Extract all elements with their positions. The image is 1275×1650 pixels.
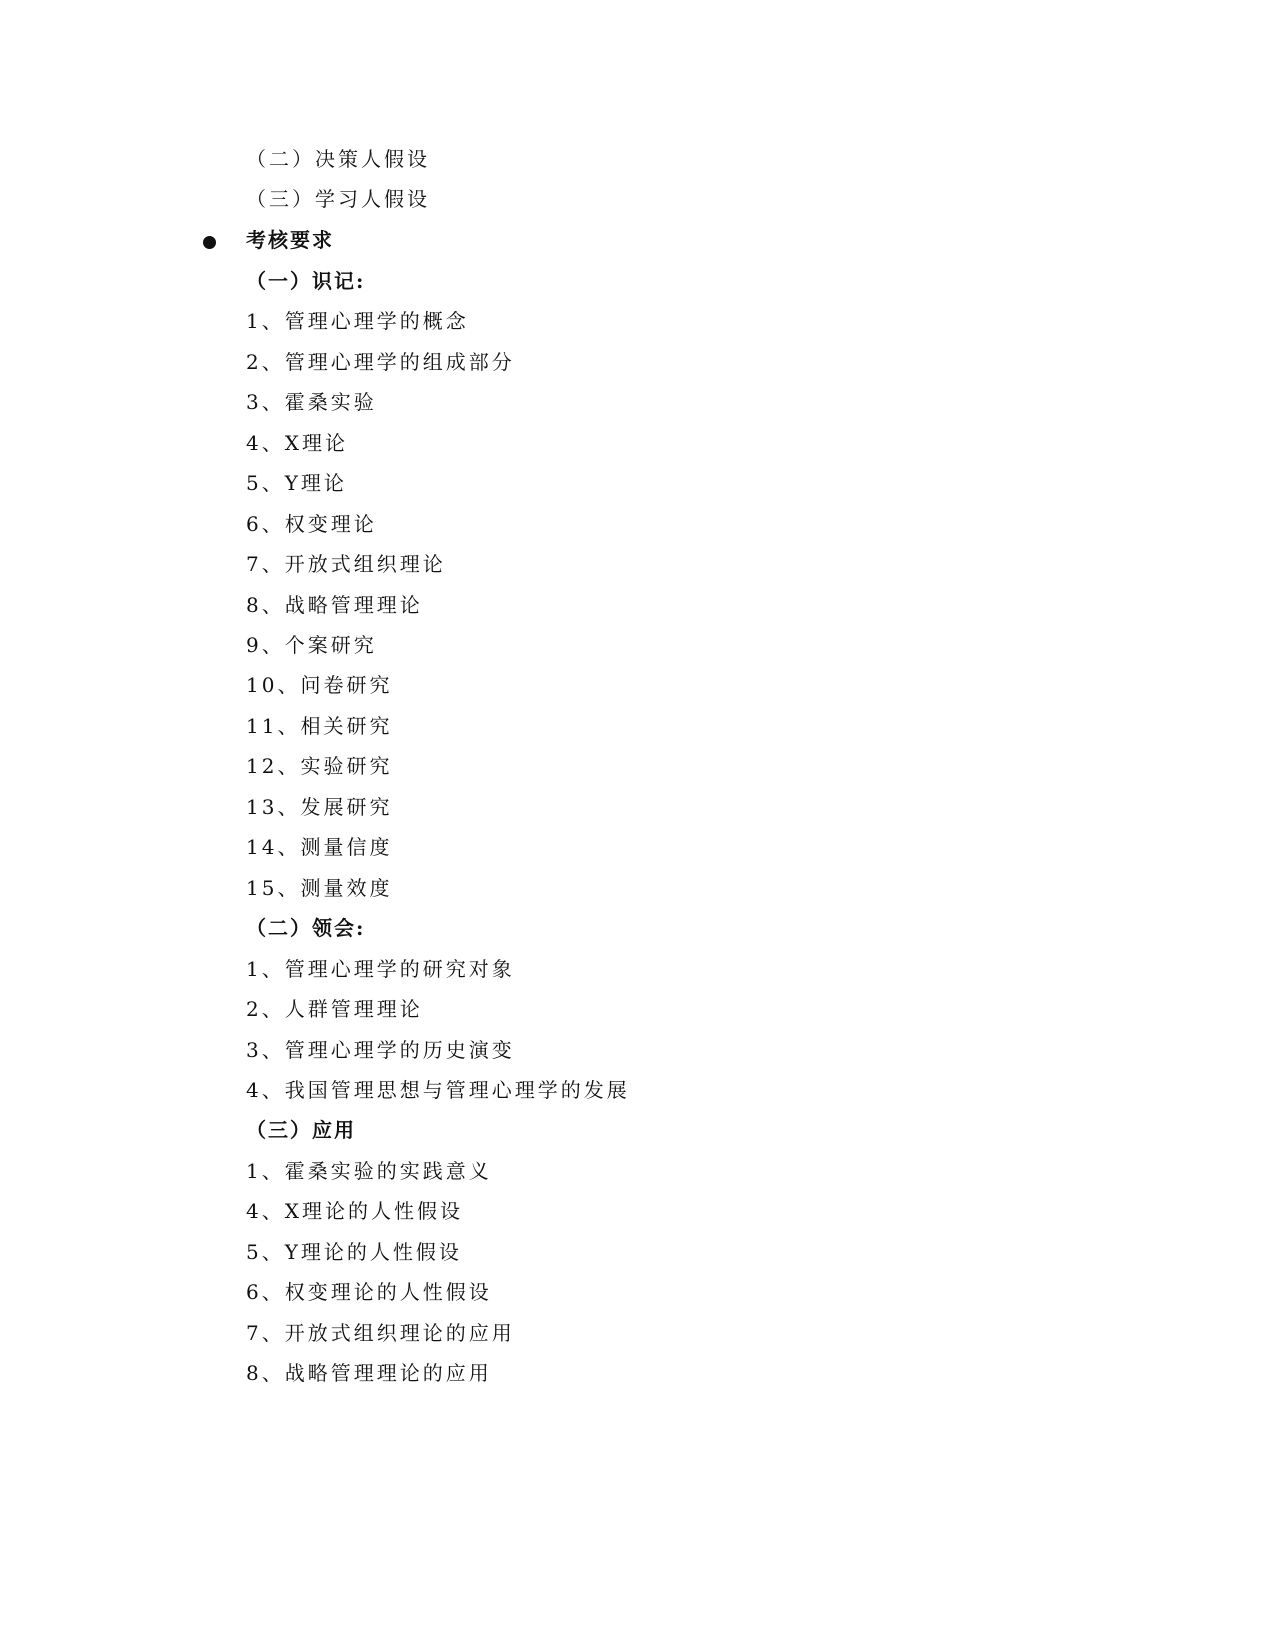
list-item: 12、实验研究	[246, 754, 393, 778]
list-item: 14、测量信度	[246, 835, 393, 859]
list-item: 10、问卷研究	[246, 673, 393, 697]
list-item: 5、Y理论的人性假设	[246, 1240, 462, 1264]
list-item: 1、管理心理学的研究对象	[246, 957, 515, 981]
list-item: 15、测量效度	[246, 876, 393, 900]
list-item: 9、个案研究	[246, 633, 377, 657]
list-item: 7、开放式组织理论的应用	[246, 1321, 515, 1345]
subsection-heading-memorize: （一）识记:	[246, 269, 366, 293]
subsection-heading-comprehend: （二）领会:	[246, 916, 366, 940]
list-item: 1、管理心理学的概念	[246, 309, 469, 333]
list-item: 8、战略管理理论	[246, 593, 423, 617]
bullet-icon	[203, 236, 216, 249]
list-item: 6、权变理论的人性假设	[246, 1280, 492, 1304]
list-item: （二）决策人假设	[246, 147, 430, 171]
list-item: 3、霍桑实验	[246, 390, 377, 414]
list-item: 8、战略管理理论的应用	[246, 1361, 492, 1385]
list-item: 5、Y理论	[246, 471, 347, 495]
list-item: 7、开放式组织理论	[246, 552, 446, 576]
list-item: 1、霍桑实验的实践意义	[246, 1159, 492, 1183]
list-item: 4、X理论	[246, 431, 348, 455]
section-title: 考核要求	[246, 228, 334, 252]
list-item: 3、管理心理学的历史演变	[246, 1038, 515, 1062]
list-item: （三）学习人假设	[246, 187, 430, 211]
list-item: 11、相关研究	[246, 714, 393, 738]
list-item: 4、我国管理思想与管理心理学的发展	[246, 1078, 630, 1102]
subsection-heading-apply: （三）应用	[246, 1118, 356, 1142]
list-item: 2、人群管理理论	[246, 997, 423, 1021]
list-item: 13、发展研究	[246, 795, 393, 819]
list-item: 4、X理论的人性假设	[246, 1199, 463, 1223]
list-item: 2、管理心理学的组成部分	[246, 350, 515, 374]
list-item: 6、权变理论	[246, 512, 377, 536]
